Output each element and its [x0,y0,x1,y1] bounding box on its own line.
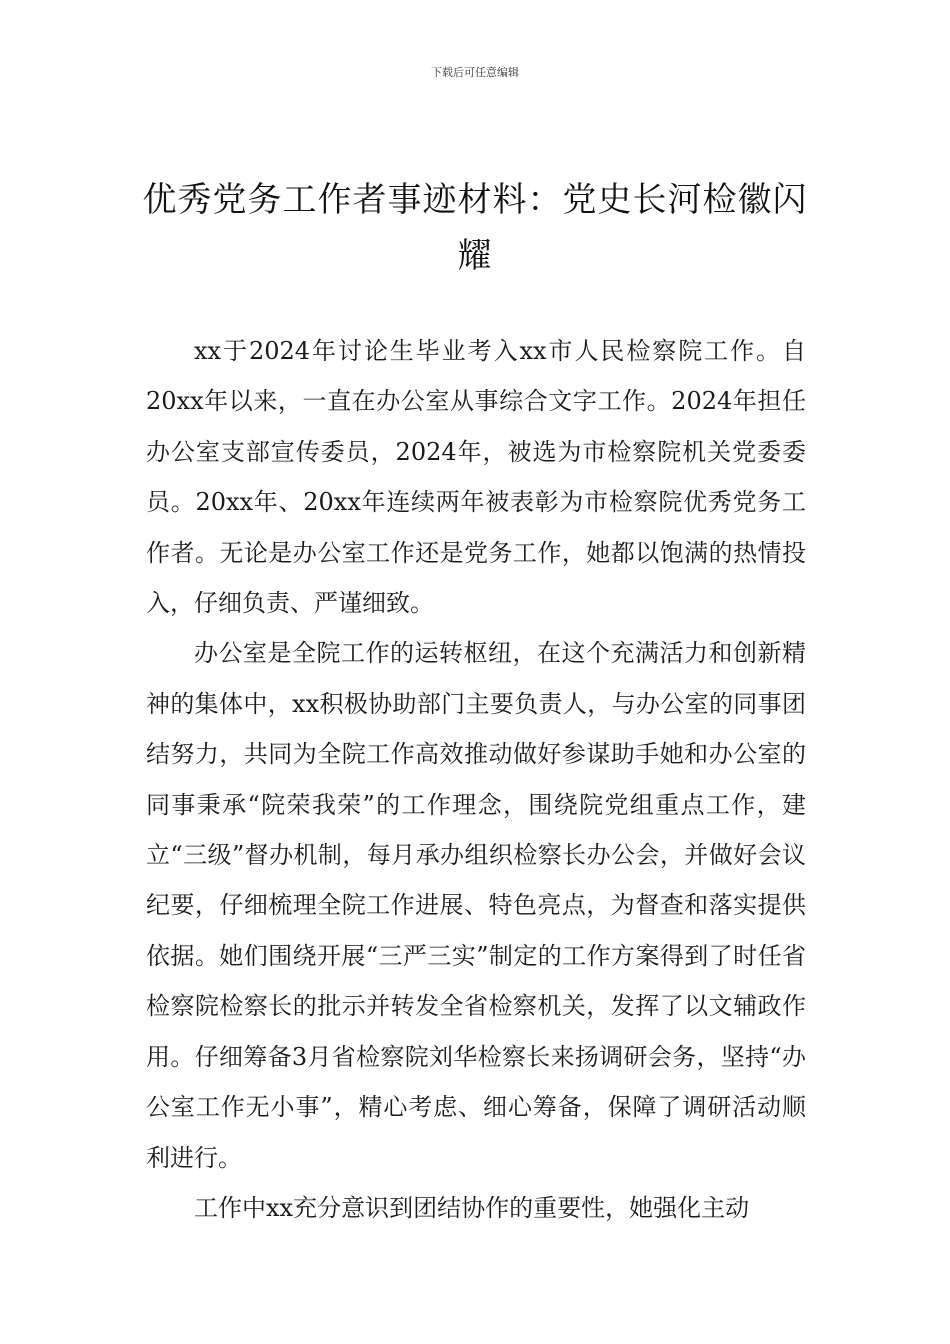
page-header-note: 下载后可任意编辑 [431,66,519,79]
body-paragraph: 工作中xx充分意识到团结协作的重要性，她强化主动 [194,1193,750,1222]
document-body [146,326,806,1233]
document-title: 优秀党务工作者事迹材料：党史长河检徽闪耀 [142,180,808,276]
body-paragraph: xx于2024年讨论生毕业考入xx市人民检察院工作。自20xx年以来，一直在办公室从事综合文字工作。2024年担任办公室支部宣传委员，2024年，被选为市检察院机关党委委员。20xx年、20xx年连续两年被表彰为市检察院优秀党务工作者。无论是办公室工作还是党务工作，她都以饱满的热情投入，仔细负责、严谨细致。 [146,337,806,618]
body-paragraph: 办公室是全院工作的运转枢纽，在这个充满活力和创新精神的集体中，xx积极协助部门主要负责人，与办公室的同事团结努力，共同为全院工作高效推动做好参谋助手她和办公室的同事秉承“院荣我荣”的工作理念，围绕院党组重点工作，建立“三级”督办机制，每月承办组织检察长办公会，并做好会议纪要，仔细梳理全院工作进展、特色亮点，为督查和落实提供依据。她们围绕开展“三严三实”制定的工作方案得到了时任省检察院检察长的批示并转发全省检察机关，发挥了以文辅政作用。仔细筹备3月省检察院刘华检察长来扬调研会务，坚持“办公室工作无小事”，精心考虑、细心筹备，保障了调研活动顺利进行。 [146,639,806,1172]
